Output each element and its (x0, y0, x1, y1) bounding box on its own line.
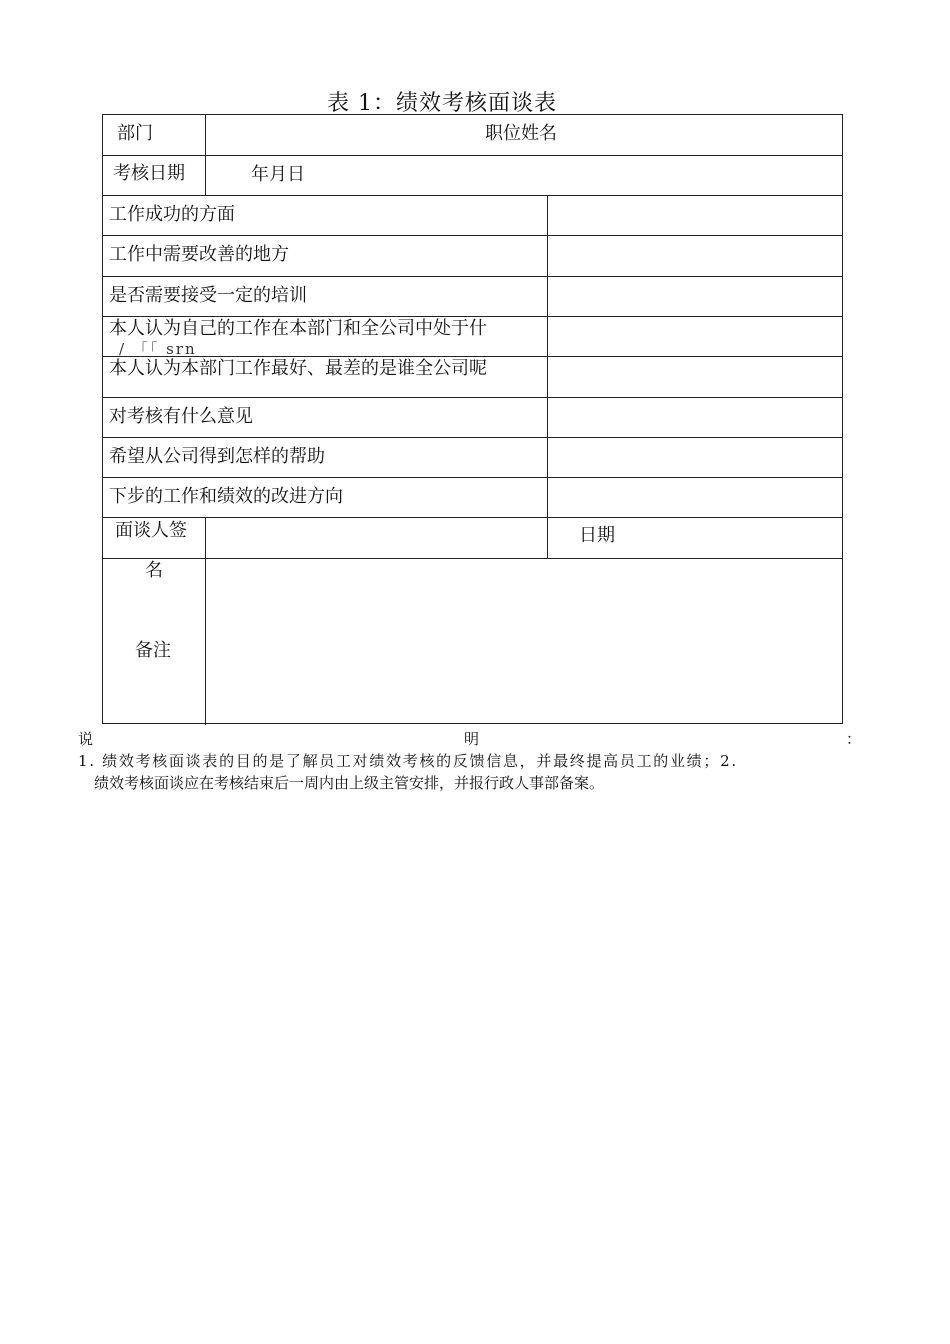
date-label: 日期 (579, 525, 615, 546)
question-label: 工作中需要改善的地方 (109, 244, 289, 265)
question-label: 对考核有什么意见 (109, 406, 253, 427)
answer-field[interactable] (548, 438, 842, 477)
interview-form-table (102, 114, 843, 724)
interviewer-sign-label-tail: 名 (145, 560, 163, 581)
notes-heading (78, 728, 862, 748)
remarks-label: 备注 (135, 640, 171, 661)
notes-heading-colon: ： (846, 730, 862, 748)
notes-heading-char: 明 (464, 730, 480, 748)
note-line: 1. 绩效考核面谈表的目的是了解员工对绩效考核的反馈信息，并最终提高员工的业绩；2. (78, 752, 738, 770)
question-label: 本人认为本部门工作最好、最差的是谁全公司呢 (109, 358, 487, 379)
answer-field[interactable] (548, 277, 842, 316)
position-name-field[interactable] (206, 116, 842, 155)
answer-field[interactable] (548, 398, 842, 437)
question-label: 本人认为自己的工作在本部门和全公司中处于什 (109, 318, 487, 339)
interviewer-sign-label: 面谈人签 (115, 520, 187, 541)
date-field[interactable] (623, 518, 842, 558)
question-label: 是否需要接受一定的培训 (109, 285, 307, 306)
row-divider (103, 155, 842, 156)
review-date-label: 考核日期 (113, 163, 185, 184)
remarks-field[interactable] (206, 559, 842, 723)
answer-field[interactable] (548, 317, 842, 356)
question-label: 下步的工作和绩效的改进方向 (109, 486, 343, 507)
question-label: 希望从公司得到怎样的帮助 (109, 446, 325, 467)
dept-label: 部门 (117, 123, 153, 144)
notes-body (78, 750, 868, 794)
position-name-label: 职位姓名 (485, 123, 557, 144)
overflow-text-fragment: / 「「 srn (119, 340, 197, 358)
interviewer-signature-field[interactable] (206, 518, 547, 558)
answer-field[interactable] (548, 196, 842, 235)
note-line: 绩效考核面谈应在考核结束后一周内由上级主管安排，并报行政人事部备案。 (94, 774, 605, 792)
answer-field[interactable] (548, 478, 842, 517)
answer-field[interactable] (548, 236, 842, 276)
page-title: 表 1：绩效考核面谈表 (327, 91, 557, 116)
notes-heading-char: 说 (78, 730, 94, 748)
review-date-field[interactable]: 年月日 (251, 164, 305, 185)
answer-field[interactable] (548, 357, 842, 397)
question-label: 工作成功的方面 (109, 204, 235, 225)
